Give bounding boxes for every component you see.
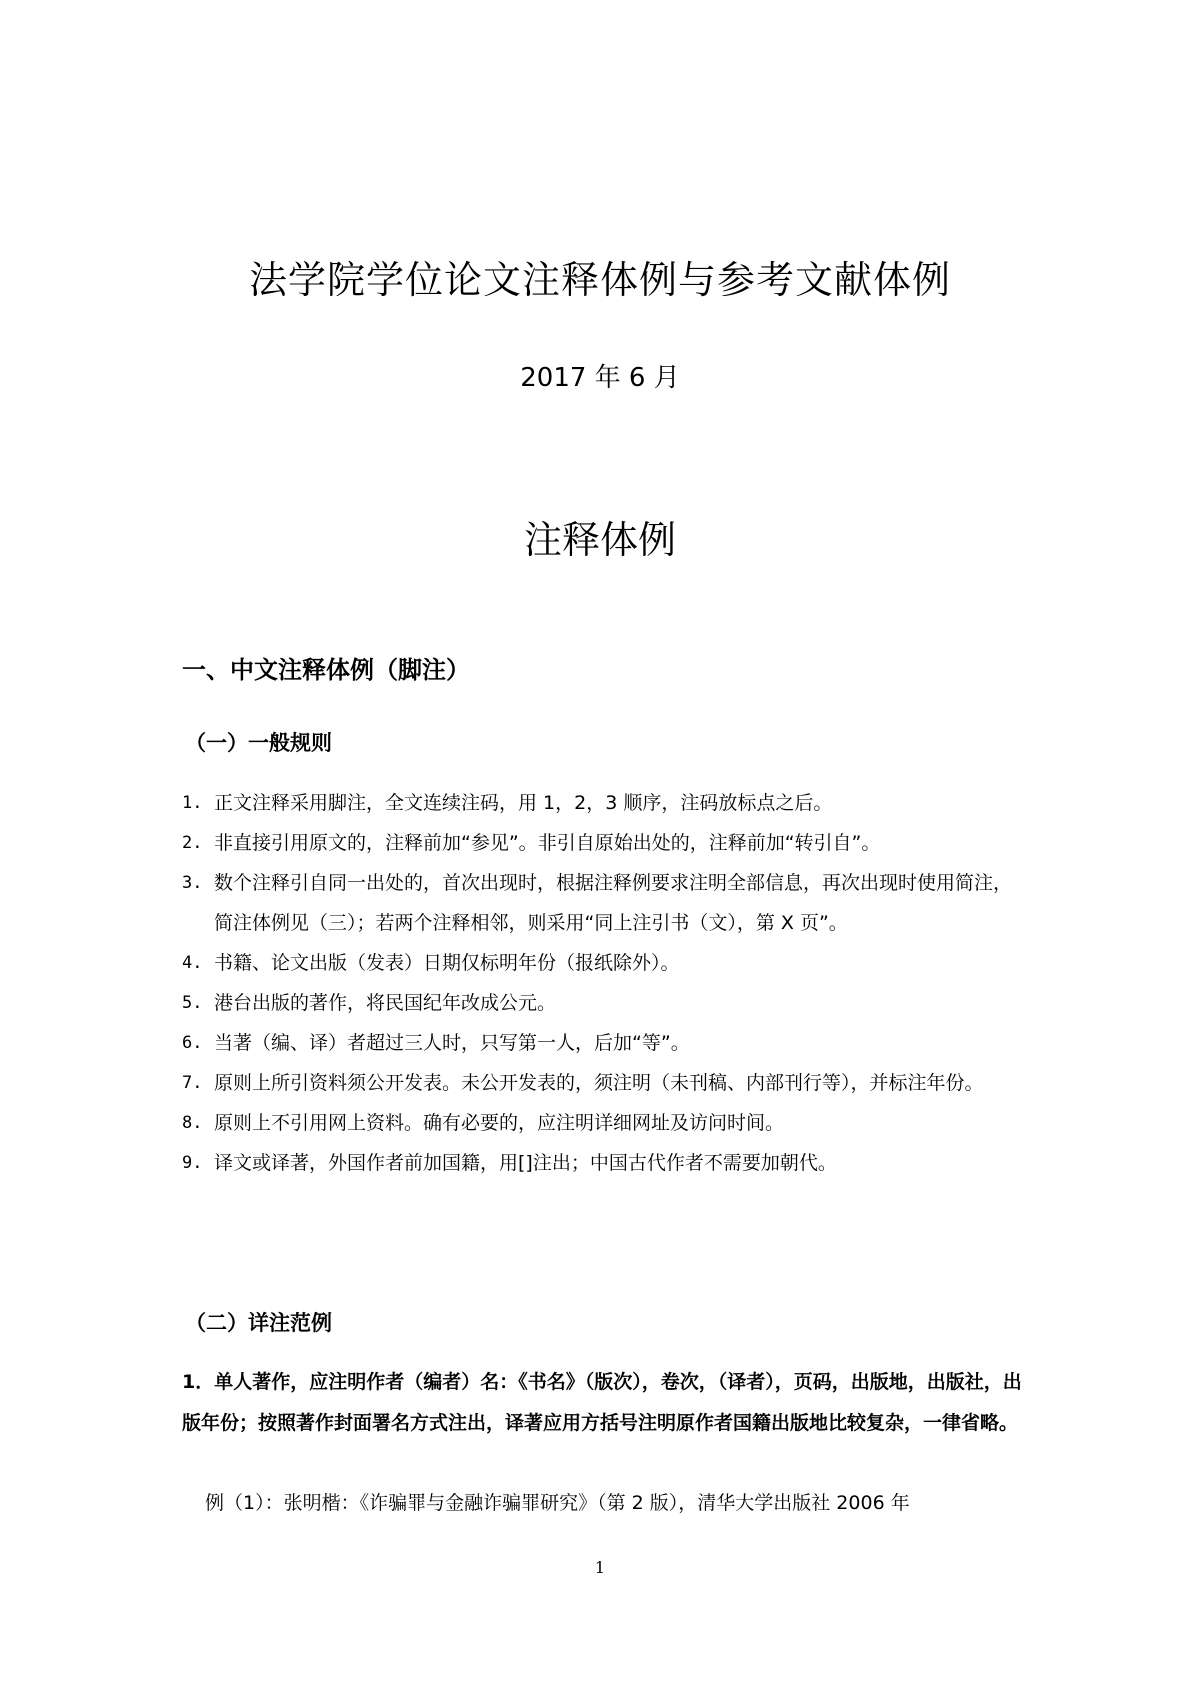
list-item-text: 港台出版的著作，将民国纪年改成公元。	[214, 992, 557, 1014]
list-item-number: 2.	[182, 833, 203, 853]
list-item	[182, 1143, 1022, 1183]
list-item-text: 译文或译著，外国作者前加国籍，用[]注出；中国古代作者不需要加朝代。	[214, 1152, 837, 1174]
rule-single-author: 1．单人著作，应注明作者（编者）名：《书名》（版次），卷次，（译者），页码，出版地，出版社，出版年份；按照著作封面署名方式注出，译著应用方括号注明原作者国籍出版地比较复杂，一律省略。	[182, 1371, 1022, 1434]
list-item	[182, 783, 1022, 823]
list-item	[182, 1103, 1022, 1143]
list-item	[182, 1063, 1022, 1103]
list-item-number: 9.	[182, 1153, 203, 1173]
list-item-text: 书籍、论文出版（发表）日期仅标明年份（报纸除外）。	[214, 952, 680, 974]
list-item-text: 数个注释引自同一出处的，首次出现时，根据注释例要求注明全部信息，再次出现时使用简注，简注体例见（三）；若两个注释相邻，则采用“同上注引书（文），第 X 页”。	[214, 872, 1013, 934]
subsection-heading-detailed-examples: （二）详注范例	[185, 1311, 332, 1335]
page-number: 1	[594, 1558, 606, 1577]
list-item	[182, 823, 1022, 863]
list-item	[182, 943, 1022, 983]
list-item-text: 当著（编、译）者超过三人时，只写第一人，后加“等”。	[214, 1032, 690, 1054]
part-heading: 一、中文注释体例（脚注）	[182, 656, 470, 684]
list-item-number: 6.	[182, 1033, 203, 1053]
list-item	[182, 1023, 1022, 1063]
list-item-number: 4.	[182, 953, 203, 973]
section-title: 注释体例	[523, 518, 676, 562]
general-rules-list	[182, 783, 1022, 1183]
list-item-number: 7.	[182, 1073, 203, 1093]
list-item-text: 原则上所引资料须公开发表。未公开发表的，须注明（未刊稿、内部刊行等），并标注年份。	[214, 1072, 984, 1094]
document-date: 2017 年 6 月	[520, 363, 680, 393]
list-item-number: 3.	[182, 873, 203, 893]
subsection-heading-general-rules: （一）一般规则	[185, 731, 332, 755]
list-item	[182, 983, 1022, 1023]
list-item-number: 8.	[182, 1113, 203, 1133]
document-title: 法学院学位论文注释体例与参考文献体例	[248, 258, 951, 302]
list-item-text: 非直接引用原文的，注释前加“参见”。非引自原始出处的，注释前加“转引自”。	[214, 832, 881, 854]
list-item-number: 1.	[182, 793, 203, 813]
list-item-number: 5.	[182, 993, 203, 1013]
list-item-text: 正文注释采用脚注，全文连续注码，用 1，2，3 顺序，注码放标点之后。	[214, 792, 833, 814]
list-item	[182, 863, 1022, 943]
example-citation: 例（1）：张明楷：《诈骗罪与金融诈骗罪研究》（第 2 版），清华大学出版社 2006 年	[205, 1492, 910, 1514]
list-item-text: 原则上不引用网上资料。确有必要的，应注明详细网址及访问时间。	[214, 1112, 785, 1134]
